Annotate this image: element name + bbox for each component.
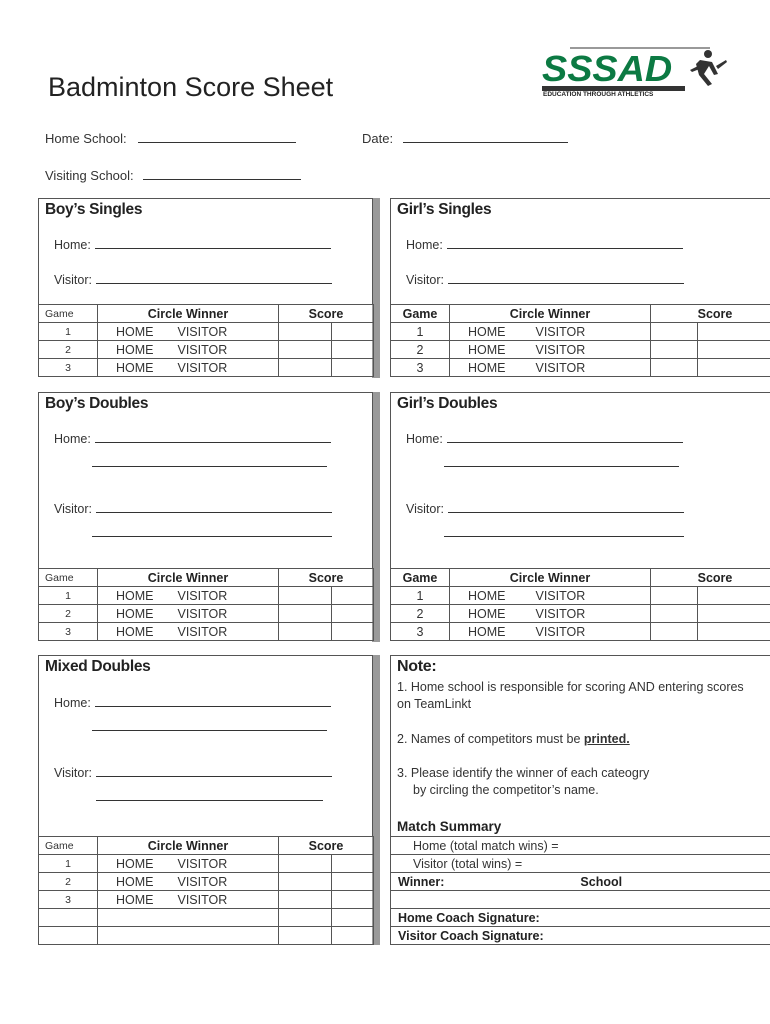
home-option[interactable]: HOME [116,856,154,871]
score-cell[interactable] [332,909,374,927]
page-title: Badminton Score Sheet [48,72,334,102]
game-number: 1 [39,587,98,605]
boys-doubles-visitor[interactable] [54,500,332,516]
mixed-doubles-home[interactable] [54,694,331,710]
empty-cell [39,909,98,927]
table-row [391,605,770,623]
home-coach-signature-cell[interactable] [391,909,770,927]
score-cell[interactable] [698,341,770,359]
note-title: Note: [397,658,437,675]
home-option[interactable]: HOME [468,624,506,639]
note-line2-emphasis: printed. [583,732,630,746]
score-cell[interactable] [332,891,374,909]
winner-cell[interactable] [391,873,770,891]
logo-brand: SSSAD [542,48,673,89]
table-row [39,605,374,623]
visitor-coach-label: Visitor Coach Signature: [398,928,544,943]
visitor-label: Visitor: [54,502,92,516]
game-number: 1 [391,587,450,605]
boys-doubles-home[interactable] [54,430,331,446]
score-cell[interactable] [279,323,332,341]
score-cell[interactable] [332,927,374,945]
score-header: Score [279,837,374,855]
note-line1b: on TeamLinkt [397,697,472,711]
table-row [391,837,770,855]
visitor-option[interactable]: VISITOR [535,606,586,621]
table-row [391,927,770,945]
home-label: Home: [54,238,91,252]
visitor-label: Visitor: [54,766,92,780]
table-row [39,855,374,873]
game-number: 3 [39,891,98,909]
visitor-option[interactable]: VISITOR [177,892,228,907]
score-header: Score [651,305,770,323]
visitor-option[interactable]: VISITOR [177,606,228,621]
table-row [391,341,770,359]
girls-doubles-home-line2[interactable] [444,466,679,467]
note-line2-text: 2. Names of competitors must be [397,732,584,746]
score-cell[interactable] [279,909,332,927]
table-row [391,909,770,927]
game-header: Game [391,569,450,587]
circle-winner-header: Circle Winner [450,569,651,587]
game-number: 3 [391,359,450,377]
visiting-school-field[interactable] [45,167,301,183]
match-summary-title: Match Summary [397,819,502,834]
girls-singles-visitor[interactable] [406,271,684,287]
boys-doubles-visitor-line2[interactable] [92,536,332,537]
boys-doubles-table [38,568,374,641]
table-row [391,873,770,891]
home-coach-label: Home Coach Signature: [398,910,540,925]
score-cell[interactable] [651,587,698,605]
score-cell[interactable] [279,605,332,623]
game-number: 2 [391,341,450,359]
note-line3b: by circling the competitor’s name. [413,783,599,797]
date-field[interactable] [362,130,568,146]
visitor-option[interactable]: VISITOR [177,360,228,375]
home-school-field[interactable] [45,130,296,146]
home-option[interactable]: HOME [116,874,154,889]
boys-singles-table [38,304,374,377]
score-cell[interactable] [279,891,332,909]
visitor-option[interactable]: VISITOR [177,588,228,603]
winner-label: Winner: [398,874,445,889]
home-option[interactable]: HOME [116,588,154,603]
mixed-doubles-panel [38,655,373,836]
circle-winner-header: Circle Winner [98,305,279,323]
visitor-option[interactable]: VISITOR [177,856,228,871]
circle-winner-header: Circle Winner [98,569,279,587]
home-option[interactable]: HOME [116,360,154,375]
score-cell[interactable] [279,855,332,873]
score-cell[interactable] [279,927,332,945]
home-label: Home: [406,432,443,446]
home-option[interactable]: HOME [468,324,506,339]
home-option[interactable]: HOME [116,624,154,639]
home-school-label: Home School: [45,131,127,146]
visitor-option[interactable]: VISITOR [177,324,228,339]
boys-doubles-title: Boy’s Doubles [45,395,149,412]
game-header: Game [39,837,98,855]
visitor-wins-cell[interactable] [391,855,770,873]
visitor-wins-label: Visitor (total wins) = [413,856,523,871]
home-option[interactable]: HOME [116,342,154,357]
table-row [39,873,374,891]
score-cell[interactable] [698,323,770,341]
table-row [39,587,374,605]
home-option[interactable]: HOME [468,606,506,621]
game-number: 3 [39,623,98,641]
game-number: 2 [391,605,450,623]
mixed-doubles-title: Mixed Doubles [45,658,151,675]
score-cell[interactable] [279,341,332,359]
empty-cell [391,891,770,909]
girls-doubles-table [390,568,770,641]
game-number: 1 [391,323,450,341]
visitor-option[interactable]: VISITOR [177,624,228,639]
table-row [39,359,374,377]
visitor-label: Visitor: [406,273,444,287]
score-cell[interactable] [279,359,332,377]
empty-cell [98,927,279,945]
visitor-option[interactable]: VISITOR [177,342,228,357]
game-number: 2 [39,605,98,623]
school-label: School [580,874,623,889]
mixed-doubles-visitor[interactable] [54,764,332,780]
mixed-doubles-table [38,836,374,945]
score-cell[interactable] [698,623,770,641]
score-cell[interactable] [651,623,698,641]
score-header: Score [279,569,374,587]
score-cell[interactable] [332,341,374,359]
table-row [39,341,374,359]
score-cell[interactable] [651,341,698,359]
score-cell[interactable] [698,605,770,623]
score-cell[interactable] [698,359,770,377]
score-cell[interactable] [332,605,374,623]
score-cell[interactable] [332,623,374,641]
girls-singles-title: Girl’s Singles [397,201,492,218]
home-label: Home: [54,432,91,446]
score-cell[interactable] [279,623,332,641]
visitor-label: Visitor: [54,273,92,287]
girls-doubles-home[interactable] [406,430,683,446]
table-row [39,623,374,641]
girls-doubles-title: Girl’s Doubles [397,395,498,412]
mixed-doubles-home-line2[interactable] [92,730,327,731]
mixed-doubles-visitor-line2[interactable] [96,800,323,801]
table-row [391,891,770,909]
game-number: 3 [39,359,98,377]
circle-winner-header: Circle Winner [450,305,651,323]
score-cell[interactable] [279,873,332,891]
boys-doubles-panel [38,392,373,568]
score-cell[interactable] [698,587,770,605]
date-label: Date: [362,131,394,146]
empty-cell [39,927,98,945]
table-row [391,855,770,873]
home-label: Home: [54,696,91,710]
note-line1: 1. Home school is responsible for scoring AND entering scores [397,680,744,694]
score-cell[interactable] [651,323,698,341]
empty-cell [98,909,279,927]
home-option[interactable]: HOME [468,360,506,375]
home-wins-cell[interactable] [391,837,770,855]
table-row [39,927,374,945]
home-label: Home: [406,238,443,252]
visitor-option[interactable]: VISITOR [535,360,586,375]
table-row [391,323,770,341]
boys-singles-home[interactable] [54,236,331,252]
visitor-label: Visitor: [406,502,444,516]
note-line3: 3. Please identify the winner of each cateogry [397,766,650,780]
home-wins-label: Home (total match wins) = [413,838,559,853]
table-row [39,891,374,909]
girls-singles-table [390,304,770,377]
score-header: Score [279,305,374,323]
sssad-logo [540,44,730,100]
score-cell[interactable] [332,873,374,891]
visitor-option[interactable]: VISITOR [535,588,586,603]
circle-winner-header: Circle Winner [98,837,279,855]
visiting-school-label: Visiting School: [45,168,134,183]
score-header: Score [651,569,770,587]
score-cell[interactable] [332,855,374,873]
table-row [391,623,770,641]
home-option[interactable]: HOME [116,606,154,621]
score-cell[interactable] [332,359,374,377]
home-option[interactable]: HOME [116,324,154,339]
girls-doubles-visitor-line2[interactable] [444,536,684,537]
score-cell[interactable] [279,587,332,605]
boys-singles-title: Boy’s Singles [45,201,143,218]
note-line2 [397,732,630,746]
visitor-option[interactable]: VISITOR [535,324,586,339]
game-number: 1 [39,855,98,873]
score-cell[interactable] [651,605,698,623]
table-row [39,323,374,341]
visitor-option[interactable]: VISITOR [535,624,586,639]
home-option[interactable]: HOME [468,342,506,357]
girls-doubles-visitor[interactable] [406,500,684,516]
score-cell[interactable] [332,323,374,341]
table-row [391,359,770,377]
visitor-option[interactable]: VISITOR [535,342,586,357]
home-option[interactable]: HOME [116,892,154,907]
home-option[interactable]: HOME [468,588,506,603]
score-cell[interactable] [651,359,698,377]
girls-singles-home[interactable] [406,236,683,252]
game-number: 2 [39,873,98,891]
match-summary-table [390,836,770,945]
score-cell[interactable] [332,587,374,605]
girls-doubles-panel [390,392,770,568]
game-number: 1 [39,323,98,341]
visitor-option[interactable]: VISITOR [177,874,228,889]
table-row [39,909,374,927]
table-row [391,587,770,605]
visitor-coach-signature-cell[interactable] [391,927,770,945]
logo-tagline: EDUCATION THROUGH ATHLETICS [543,91,654,98]
boys-doubles-home-line2[interactable] [92,466,327,467]
game-header: Game [39,569,98,587]
game-number: 3 [391,623,450,641]
game-number: 2 [39,341,98,359]
boys-singles-visitor[interactable] [54,271,332,287]
game-header: Game [39,305,98,323]
game-header: Game [391,305,450,323]
